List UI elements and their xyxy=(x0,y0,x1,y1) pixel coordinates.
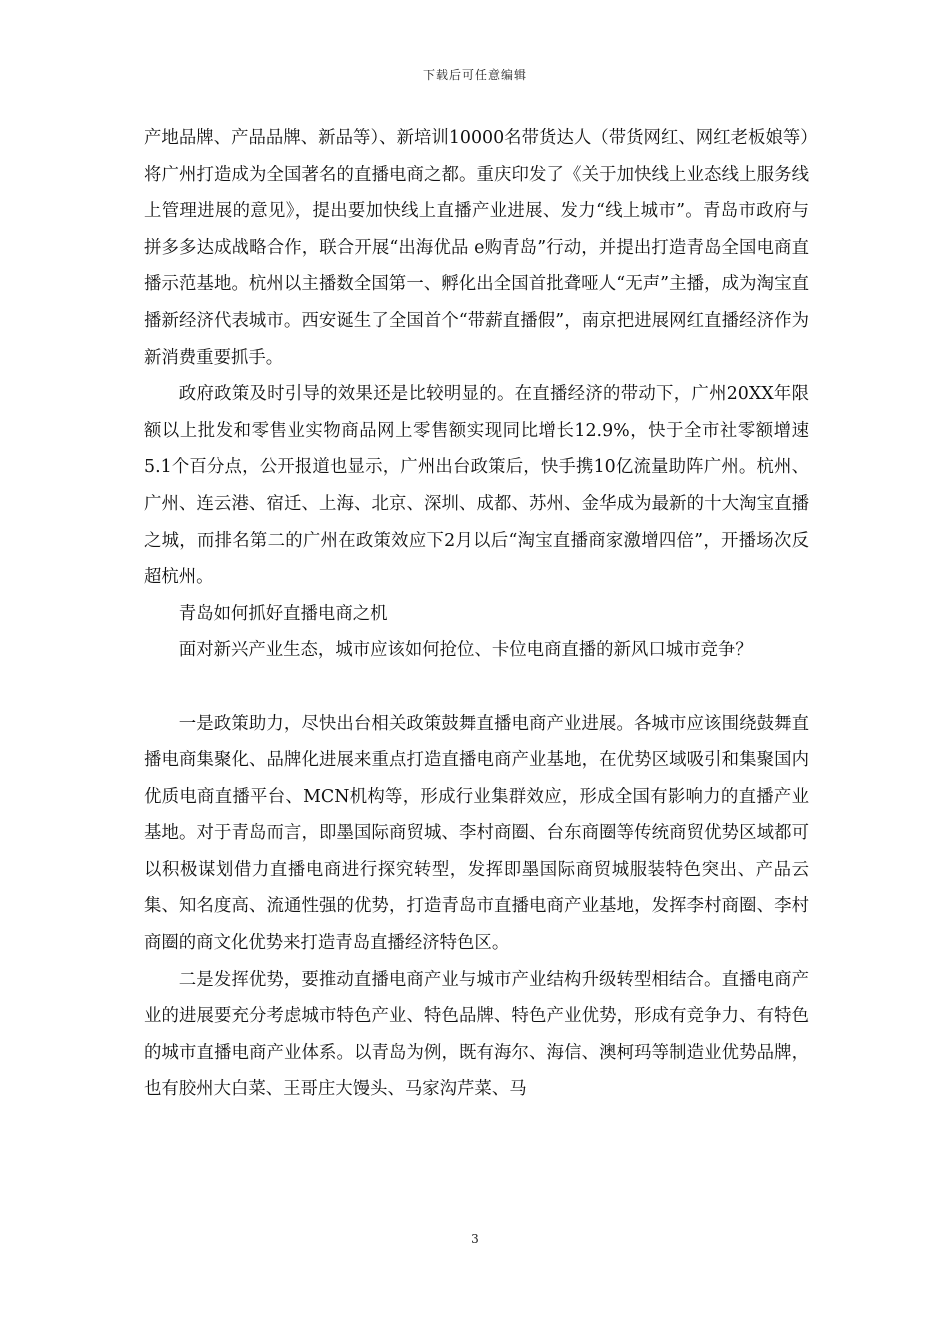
section-heading: 青岛如何抓好直播电商之机 xyxy=(178,603,388,624)
page-header: 下载后可任意编辑 xyxy=(422,68,527,82)
page-number: 3 xyxy=(471,1232,479,1246)
document-body xyxy=(144,120,809,1108)
paragraph-point-two: 二是发挥优势，要推动直播电商产业与城市产业结构升级转型相结合。直播电商产业的进展要充分考虑城市特色产业、特色品牌、特色产业优势，形成有竞争力、有特色的城市直播电商产业体系。以青岛为例，既有海尔、海信、澳柯玛等制造业优势品牌，也有胶州大白菜、王哥庄大馒头、马家沟芹菜、马 xyxy=(144,969,809,1100)
paragraph-question: 面对新兴产业生态，城市应该如何抢位、卡位电商直播的新风口城市竞争？ xyxy=(178,640,753,661)
paragraph-continuation: 产地品牌、产品品牌、新品等）、新培训10000名带货达人（带货网红、网红老板娘等）将广州打造成为全国著名的直播电商之都。重庆印发了《关于加快线上业态线上服务线上管理进展的意见》，提出要加快线上直播产业进展、发力“线上城市”。青岛市政府与拼多多达成战略合作，联合开展“出海优品 e购青岛”行动，并提出打造青岛全国电商直播示范基地。杭州以主播数全国第一、孵化出全国首批聋哑人“无声”主播，成为淘宝直播新经济代表城市。西安诞生了全国首个“带薪直播假”，南京把进展网红直播经济作为新消费重要抓手。 xyxy=(144,128,809,368)
paragraph-policy-effect: 政府政策及时引导的效果还是比较明显的。在直播经济的带动下，广州20XX年限额以上批发和零售业实物商品网上零售额实现同比增长12.9%，快于全市社零额增速5.1个百分点，公开报道也显示，广州出台政策后，快手携10亿流量助阵广州。杭州、广州、连云港、宿迁、上海、北京、深圳、成都、苏州、金华成为最新的十大淘宝直播之城，而排名第二的广州在政策效应下2月以后“淘宝直播商家激增四倍”，开播场次反超杭州。 xyxy=(144,384,809,588)
paragraph-point-one: 一是政策助力，尽快出台相关政策鼓舞直播电商产业进展。各城市应该围绕鼓舞直播电商集聚化、品牌化进展来重点打造直播电商产业基地，在优势区域吸引和集聚国内优质电商直播平台、MCN机构等，形成行业集群效应，形成全国有影响力的直播产业基地。对于青岛而言，即墨国际商贸城、李村商圈、台东商圈等传统商贸优势区域都可以积极谋划借力直播电商进行探究转型，发挥即墨国际商贸城服装特色突出、产品云集、知名度高、流通性强的优势，打造青岛市直播电商产业基地，发挥李村商圈、李村商圈的商文化优势来打造青岛直播经济特色区。 xyxy=(144,713,809,954)
